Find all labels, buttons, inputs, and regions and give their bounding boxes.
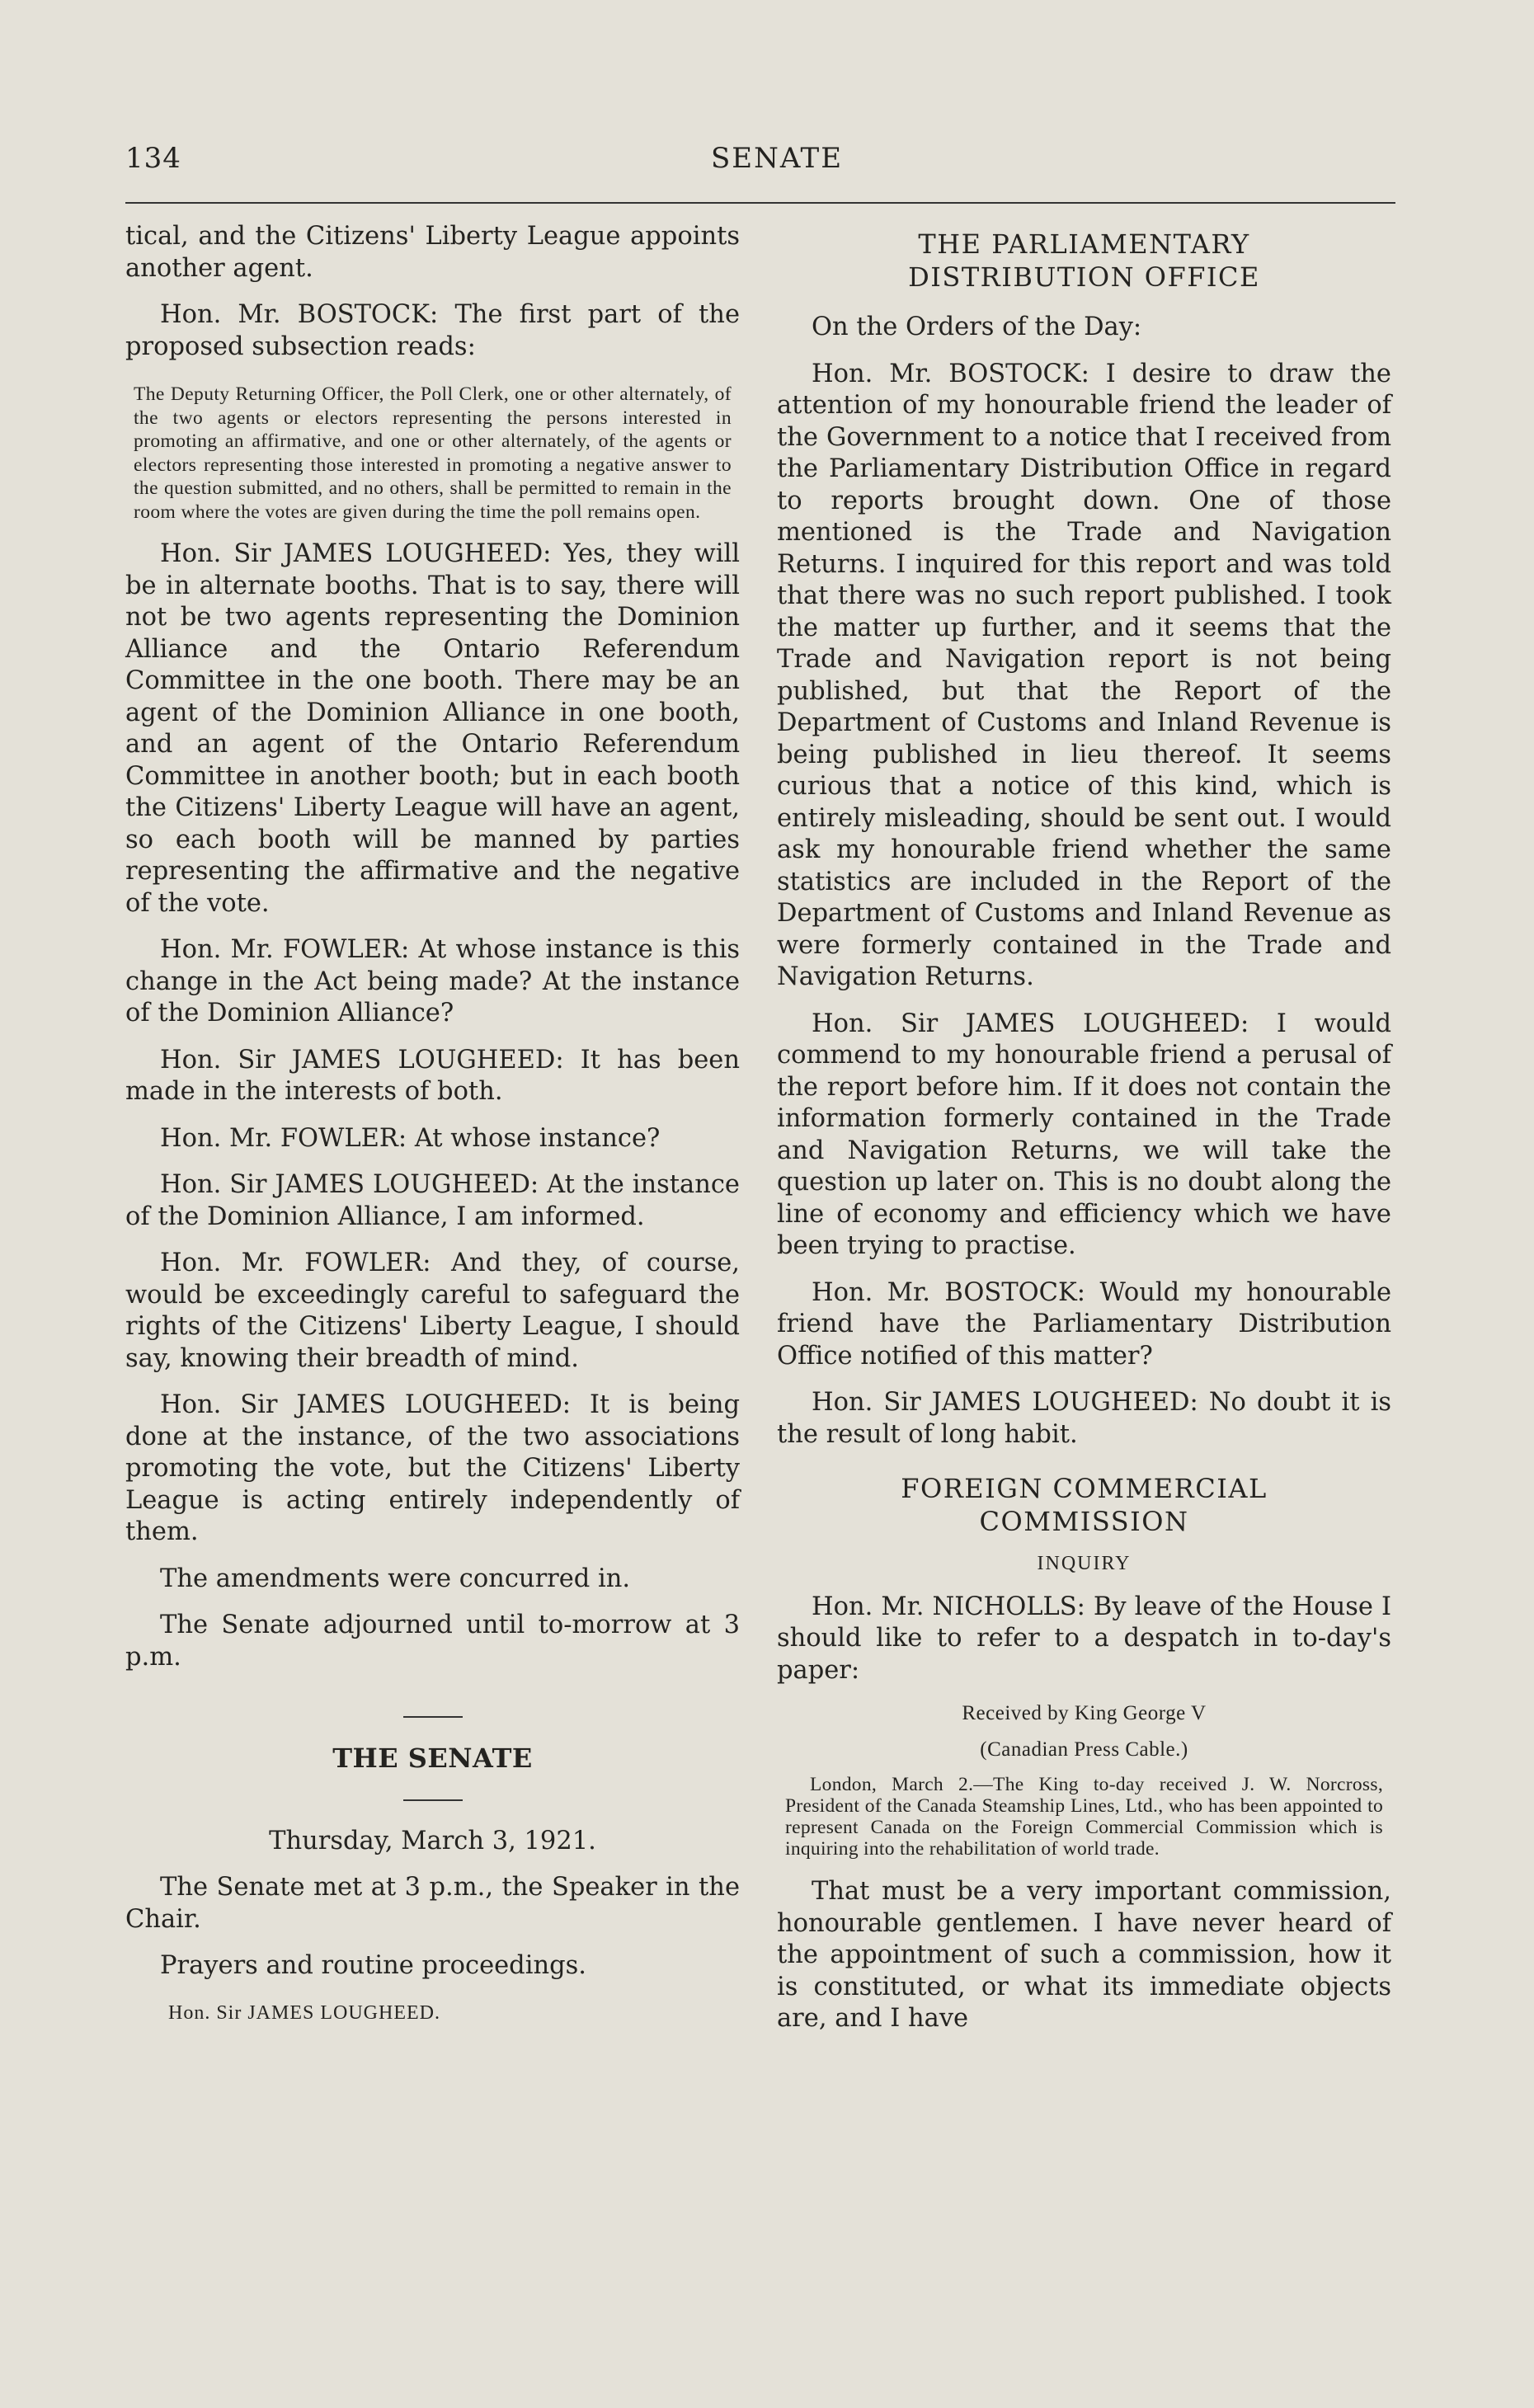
paragraph: Hon. Mr. FOWLER: At whose instance is this change in the Act being made? At the instance of the Dominion Alliance? [125,935,740,1028]
footer-speaker-label: Hon. Sir JAMES LOUGHEED. [168,2001,440,2024]
paragraph: On the Orders of the Day: [812,313,1142,341]
paragraph: Hon. Sir JAMES LOUGHEED: At the instance of the Dominion Alliance, I am informed. [125,1170,740,1231]
paragraph: Hon. Mr. FOWLER: And they, of course, would be exceedingly careful to safeguard the rights of the Citizens' Liberty League, I should say, knowing their breadth of mind. [125,1249,740,1373]
quoted-despatch: London, March 2.—The King to-day received J. W. Norcross, President of the Canada Steamship Lines, Ltd., who has been appointed to represent Canada on the Foreign Commercial Commission which is inquiring into the rehabilitation of world trade. [785,1774,1383,1860]
section-rule-bottom [403,1799,463,1801]
spacer [125,1688,740,1716]
paragraph: Hon. Mr. NICHOLLS: By leave of the House I should like to refer to a despatch in to-day's paper: [777,1592,1391,1685]
paragraph: Hon. Sir JAMES LOUGHEED: It has been made in the interests of both. [125,1045,740,1106]
header-rule [125,202,1395,204]
running-head: SENATE [710,142,844,175]
quote-source: (Canadian Press Cable.) [980,1738,1188,1761]
sitting-date: Thursday, March 3, 1921. [269,1826,596,1855]
paragraph: Prayers and routine proceedings. [160,1951,586,1980]
paragraph: That must be a very important commission, honourable gentlemen. I have never heard of the appointment of such a commission, how it is constituted, or what its immediate objects are, and I have [777,1877,1391,2033]
left-column [125,221,740,2044]
quoted-subsection: The Deputy Returning Officer, the Poll Clerk, one or other alternately, of the two agents or electors representing the persons interested in promoting an affirmative, and one or other alternately, of the agents or electors representing those interested in promoting a negative answer to the question submitted, and no others, shall be permitted to remain in the room where the votes are given during the time the poll remains open. [134,383,732,523]
section-heading: THE PARLIAMENTARY DISTRIBUTION OFFICE [908,228,1260,293]
section-rule-top [403,1716,463,1718]
paragraph: tical, and the Citizens' Liberty League appoints another agent. [125,222,740,283]
paragraph: Hon. Mr. BOSTOCK: The first part of the proposed subsection reads: [125,300,740,361]
paragraph: Hon. Mr. FOWLER: At whose instance? [160,1123,661,1153]
section-subheading: INQUIRY [1037,1553,1132,1574]
page-header [125,142,1395,183]
section-heading: FOREIGN COMMERCIAL COMMISSION [901,1473,1268,1537]
right-column [777,221,1391,2050]
paragraph: Hon. Sir JAMES LOUGHEED: It is being done at the instance, of the two associations promoting the vote, but the Citizens' Liberty League is acting entirely independently of them. [125,1390,740,1546]
paragraph: Hon. Sir JAMES LOUGHEED: Yes, they will be in alternate booths. That is to say, there will not be two agents representing the Dominion Alliance and the Ontario Referendum Committee in the one booth. There may be an agent of the Dominion Alliance in one booth, and an agent of the Ontario Referendum Committee in another booth; but in each booth the Citizens' Liberty League will have an agent, so each booth will be manned by parties representing the affirmative and the negative of the vote. [125,539,740,918]
paragraph: The Senate adjourned until to-morrow at 3 p.m. [125,1611,740,1672]
page-number: 134 [125,142,181,175]
paragraph: The amendments were concurred in. [160,1564,631,1593]
section-title: THE SENATE [332,1743,533,1774]
quote-title: Received by King George V [962,1702,1207,1724]
paragraph: The Senate met at 3 p.m., the Speaker in the Chair. [125,1873,740,1934]
paragraph: Hon. Sir JAMES LOUGHEED: I would commend to my honourable friend a perusal of the report before him. If it does not contain the information formerly contained in the Trade and Navigation Returns, we will take the question up later on. This is no doubt along the line of economy and efficiency which we have been trying to practise. [777,1009,1391,1260]
paragraph: Hon. Sir JAMES LOUGHEED: No doubt it is the result of long habit. [777,1388,1391,1449]
paragraph: Hon. Mr. BOSTOCK: Would my honourable friend have the Parliamentary Distribution Office notified of this matter? [777,1277,1391,1371]
paragraph: Hon. Mr. BOSTOCK: I desire to draw the attention of my honourable friend the leader of the Government to a notice that I received from the Parliamentary Distribution Office in regard to reports brought down. One of those mentioned is the Trade and Navigation Returns. I inquired for this report and was told that there was no such report published. I took the matter up further, and it seems that the Trade and Navigation report is not being published, but that the Report of the Department of Customs and Inland Revenue is being published in lieu thereof. It seems curious that a notice of this kind, which is entirely misleading, should be sent out. I would ask my honourable friend whether the same statistics are included in the Report of the Department of Customs and Inland Revenue as were formerly contained in the Trade and Navigation Returns. [777,359,1391,991]
